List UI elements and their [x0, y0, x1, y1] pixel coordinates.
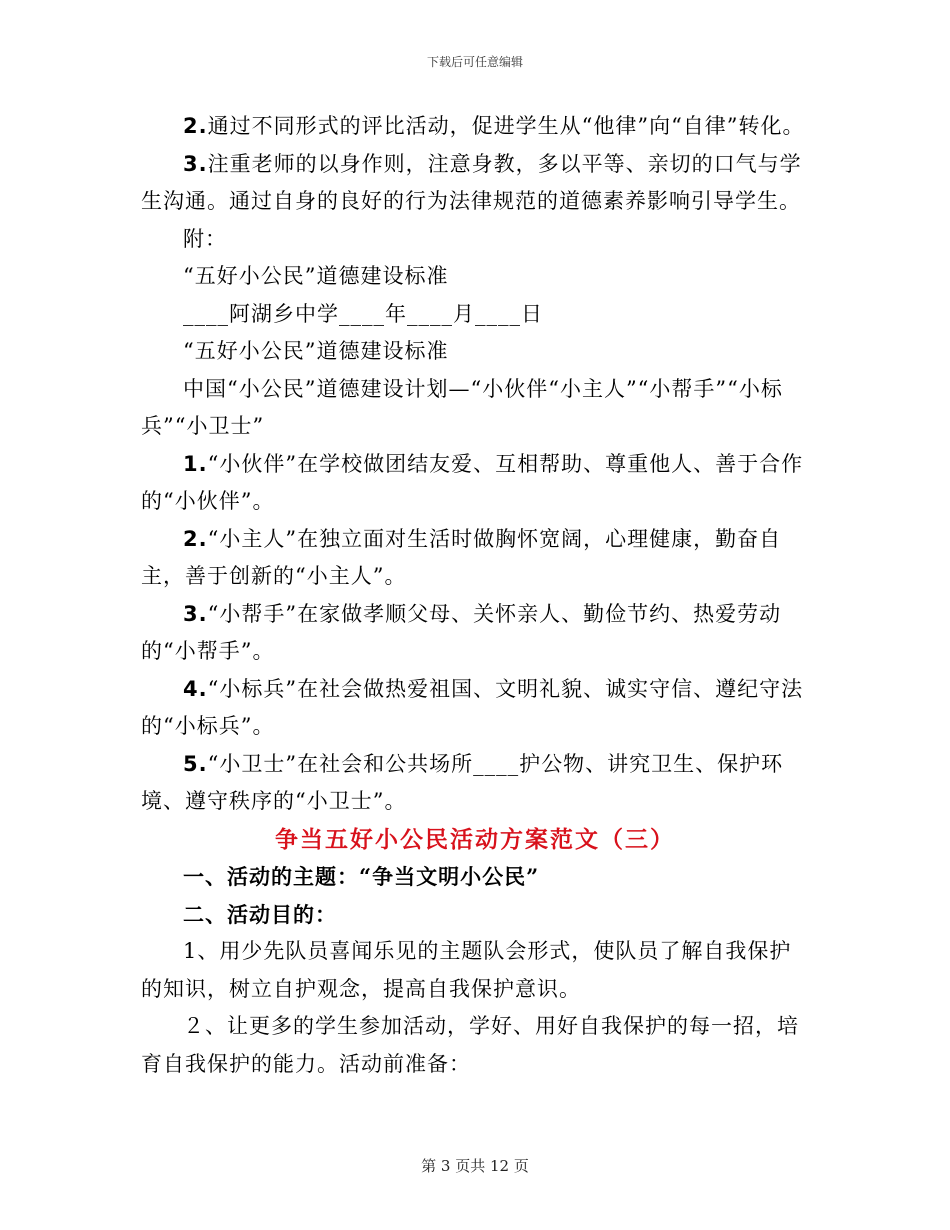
document-body [141, 108, 809, 1083]
section-title: 争当五好小公民活动方案范文（三） [275, 825, 675, 853]
paragraph-text: “小伙伴”在学校做团结友爱、互相帮助、尊重他人、善于合作的“小伙伴”。 [141, 451, 804, 513]
item-number: 2. [183, 114, 208, 138]
paragraph: 附： [183, 226, 227, 251]
paragraph [141, 446, 809, 521]
item-number: 5. [183, 751, 208, 776]
paragraph-text: “小帮手”在家做孝顺父母、关怀亲人、勤俭节约、热爱劳动的“小帮手”。 [141, 601, 782, 663]
paragraph: ____阿湖乡中学____年____月____日 [183, 301, 543, 326]
section-heading: 一、活动的主题：“争当文明小公民” [183, 864, 540, 889]
paragraph: 1、用少先队员喜闻乐见的主题队会形式，使队员了解自我保护的知识，树立自护观念，提高自我保护意识。 [141, 939, 792, 1001]
page-footer: 第 3 页共 12 页 [421, 1157, 529, 1175]
paragraph-text: 通过不同形式的评比活动，促进学生从“他律”向“自律”转化。 [207, 114, 805, 138]
paragraph [141, 521, 809, 596]
paragraph: “五好小公民”道德建设标准 [183, 264, 449, 288]
paragraph-text: “小主人”在独立面对生活时做胸怀宽阔，心理健康，勤奋自主，善于创新的“小主人”。 [141, 526, 782, 588]
paragraph [141, 146, 809, 221]
paragraph-text: “小卫士”在社会和公共场所____护公物、讲究卫生、保护环境、遵守秩序的“小卫士”。 [141, 751, 784, 813]
item-number: 3. [183, 601, 208, 626]
paragraph [141, 596, 809, 671]
paragraph: “五好小公民”道德建设标准 [183, 339, 449, 363]
paragraph: ２、让更多的学生参加活动，学好、用好自我保护的每一招，培育自我保护的能力。活动前准备： [141, 1014, 799, 1076]
paragraph-text: 注重老师的以身作则，注意身教，多以平等、亲切的口气与学生沟通。通过自身的良好的行为法律规范的道德素养影响引导学生。 [141, 151, 802, 213]
paragraph: 中国“小公民”道德建设计划—“小伙伴“小主人”“小帮手”“小标兵”“小卫士” [141, 376, 783, 438]
page-header: 下载后可任意编辑 [426, 55, 523, 69]
item-number: 2. [183, 526, 208, 551]
paragraph [141, 108, 809, 146]
paragraph [141, 671, 809, 746]
item-number: 1. [183, 451, 208, 476]
item-number: 3. [183, 151, 208, 176]
section-heading: 二、活动目的： [183, 901, 337, 927]
paragraph-text: “小标兵”在社会做热爱祖国、文明礼貌、诚实守信、遵纪守法的“小标兵”。 [141, 676, 804, 738]
item-number: 4. [183, 676, 208, 701]
paragraph [141, 746, 809, 821]
